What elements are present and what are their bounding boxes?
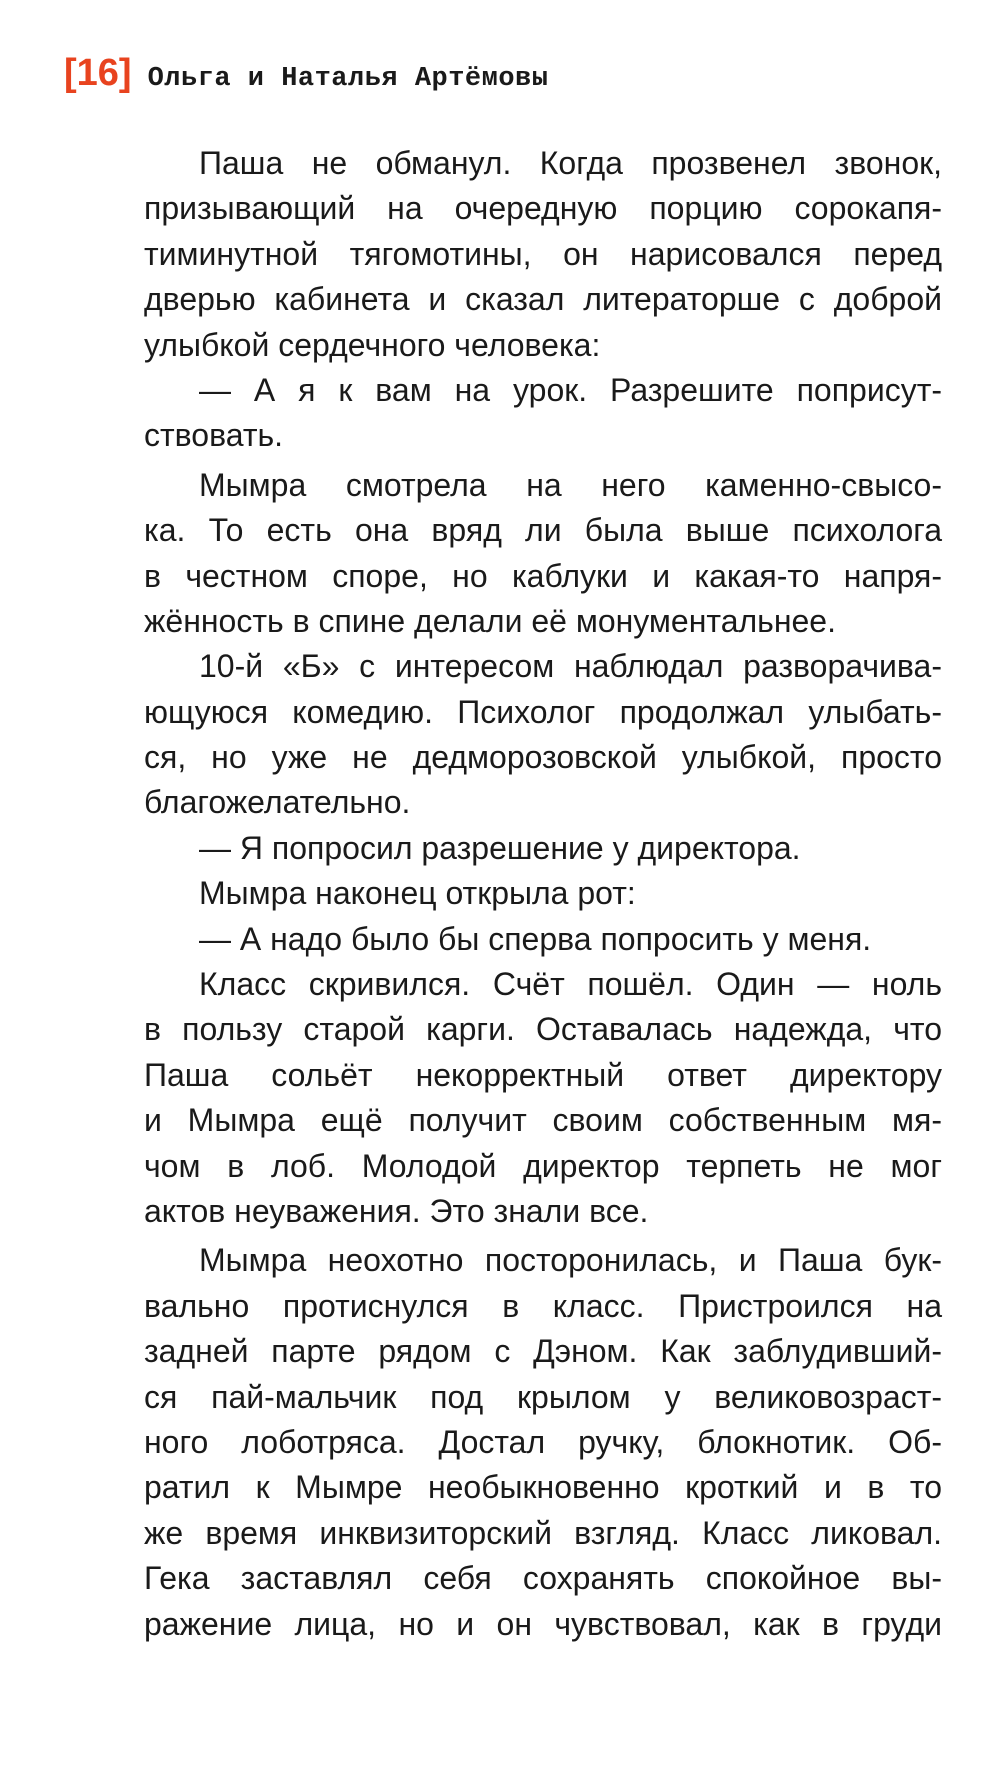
- text-line: ратил к Мымре необыкновенно кроткий и в то: [144, 1469, 942, 1506]
- text-line: — А я к вам на урок. Разрешите поприсут-: [199, 371, 942, 408]
- text-line: Паша не обманул. Когда прозвенел звонок,: [199, 145, 942, 181]
- text-line: ся пай-мальчик под крылом у великовозраст-: [144, 1378, 942, 1415]
- text-line: Паша сольёт некорректный ответ директору: [144, 1056, 942, 1093]
- text-line: ся, но уже не дедморозовской улыбкой, просто: [144, 739, 942, 776]
- text-line: актов неуважения. Это знали все.: [144, 1192, 649, 1229]
- text-line: 10-й «Б» с интересом наблюдал разворачива-: [199, 648, 942, 685]
- text-line: ного лоботряса. Достал ручку, блокнотик. Об-: [144, 1423, 942, 1460]
- text-line: в пользу старой карги. Оставалась надежда, что: [144, 1011, 942, 1048]
- text-line: ка. То есть она вряд ли была выше психолога: [144, 512, 942, 549]
- text-line: чом в лоб. Молодой директор терпеть не мог: [144, 1147, 942, 1184]
- text-line: жённость в спине делали её монументальнее.: [144, 602, 836, 639]
- body-text: [144, 141, 942, 1647]
- author-names: Ольга и Наталья Артёмовы: [147, 64, 549, 94]
- text-line: — А надо было бы сперва попросить у меня.: [199, 920, 872, 957]
- text-line: благожелательно.: [144, 784, 411, 821]
- text-line: ющуюся комедию. Психолог продолжал улыбать-: [144, 693, 942, 730]
- text-line: — Я попросил разрешение у директора.: [199, 829, 801, 866]
- text-line: же время инквизиторский взгляд. Класс ликовал.: [144, 1514, 942, 1551]
- text-line: и Мымра ещё получит своим собственным мя-: [144, 1102, 942, 1139]
- text-line: Мымра смотрела на него каменно-свысо-: [199, 466, 942, 503]
- text-line: в честном споре, но каблуки и какая-то напря-: [144, 557, 942, 594]
- text-line: задней парте рядом с Дэном. Как заблудивший-: [144, 1333, 942, 1370]
- text-line: Мымра неохотно посторонилась, и Паша бук-: [199, 1242, 942, 1279]
- running-head: [64, 52, 548, 112]
- text-line: Гека заставлял себя сохранять спокойное вы-: [144, 1560, 942, 1597]
- text-line: ствовать.: [144, 417, 284, 454]
- text-line: вально протиснулся в класс. Пристроился на: [144, 1287, 942, 1324]
- text-line: улыбкой сердечного человека:: [144, 326, 601, 363]
- text-line: дверью кабинета и сказал литераторше с доброй: [144, 281, 942, 318]
- text-line: призывающий на очередную порцию сорокапя-: [144, 190, 942, 227]
- text-line: тиминутной тягомотины, он нарисовался перед: [144, 235, 942, 272]
- page-number: [16]: [64, 52, 132, 94]
- text-line: Класс скривился. Счёт пошёл. Один — ноль: [199, 966, 942, 1003]
- text-line: Мымра наконец открыла рот:: [199, 875, 636, 912]
- text-line: ражение лица, но и он чувствовал, как в груди: [144, 1605, 942, 1642]
